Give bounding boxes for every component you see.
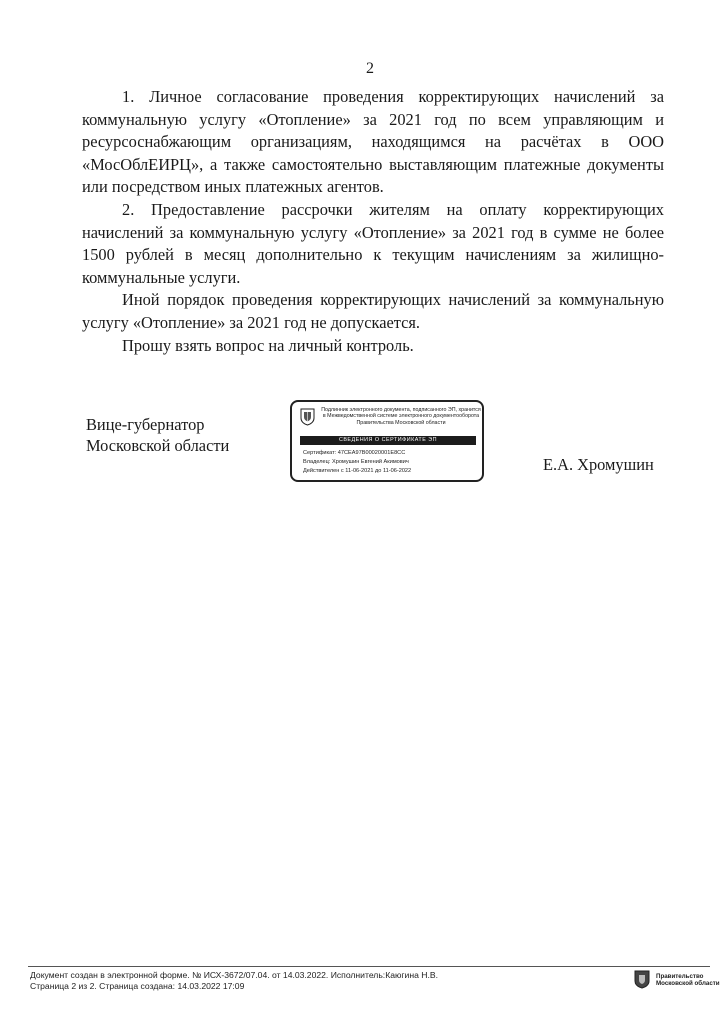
- electronic-signature-stamp: [290, 400, 484, 482]
- paragraph-1: 1. Личное согласование проведения корректирующих начислений за коммунальную услугу «Отопление» за 2021 год по всем управляющим и ресурсоснабжающим организациям, находящимся на расчётах в ООО «МосОблЕИРЦ», а также самостоятельно выставляющим платежные документы или посредством иных платежных агентов.: [82, 87, 664, 197]
- footer-info: [30, 970, 438, 991]
- government-logo-text: [656, 973, 720, 987]
- stamp-validity: Действителен с 11-06-2021 до 11-06-2022: [303, 468, 412, 474]
- stamp-owner: Владелец: Хромушин Евгений Акимович: [303, 459, 409, 465]
- stamp-header: Подлинник электронного документа, подписанного ЭП, хранится в Межведомственной системе электронного документооборота Правительства Московской области: [321, 407, 481, 426]
- logo-line-1: Правительство: [656, 973, 704, 980]
- signer-position-line2: Московской области: [86, 436, 230, 455]
- government-logo: [634, 970, 720, 992]
- footer-line-1: Документ создан в электронной форме. № ИСХ-3672/07.04. от 14.03.2022. Исполнитель:Каюгина Н.В.: [30, 970, 438, 980]
- logo-line-2: Московской области: [656, 980, 720, 988]
- stamp-certificate: Сертификат: 47CEA97B00020001E8CC: [303, 450, 406, 456]
- paragraph-2: 2. Предоставление рассрочки жителям на оплату корректирующих начислений за коммунальную услугу «Отопление» за 2021 год в сумме не более 1500 рублей в месяц дополнительно к текущим начислениям за жилищно-коммунальные услуги.: [82, 199, 664, 287]
- signer-position: [86, 414, 229, 456]
- page-number: 2: [366, 60, 374, 77]
- coat-of-arms-icon: [634, 970, 650, 989]
- signer-position-line1: Вице-губернатор: [86, 415, 205, 434]
- coat-of-arms-icon: [300, 408, 315, 426]
- signer-name: Е.А. Хромушин: [543, 455, 654, 474]
- stamp-certificate-bar: СВЕДЕНИЯ О СЕРТИФИКАТЕ ЭП: [300, 436, 476, 445]
- footer-divider: [28, 966, 710, 967]
- paragraph-3: Иной порядок проведения корректирующих начислений за коммунальную услугу «Отопление» за 2021 год не допускается.: [82, 290, 664, 332]
- paragraph-4: Прошу взять вопрос на личный контроль.: [122, 335, 414, 355]
- letter-body: [82, 86, 664, 357]
- footer-line-2: Страница 2 из 2. Страница создана: 14.03.2022 17:09: [30, 980, 245, 991]
